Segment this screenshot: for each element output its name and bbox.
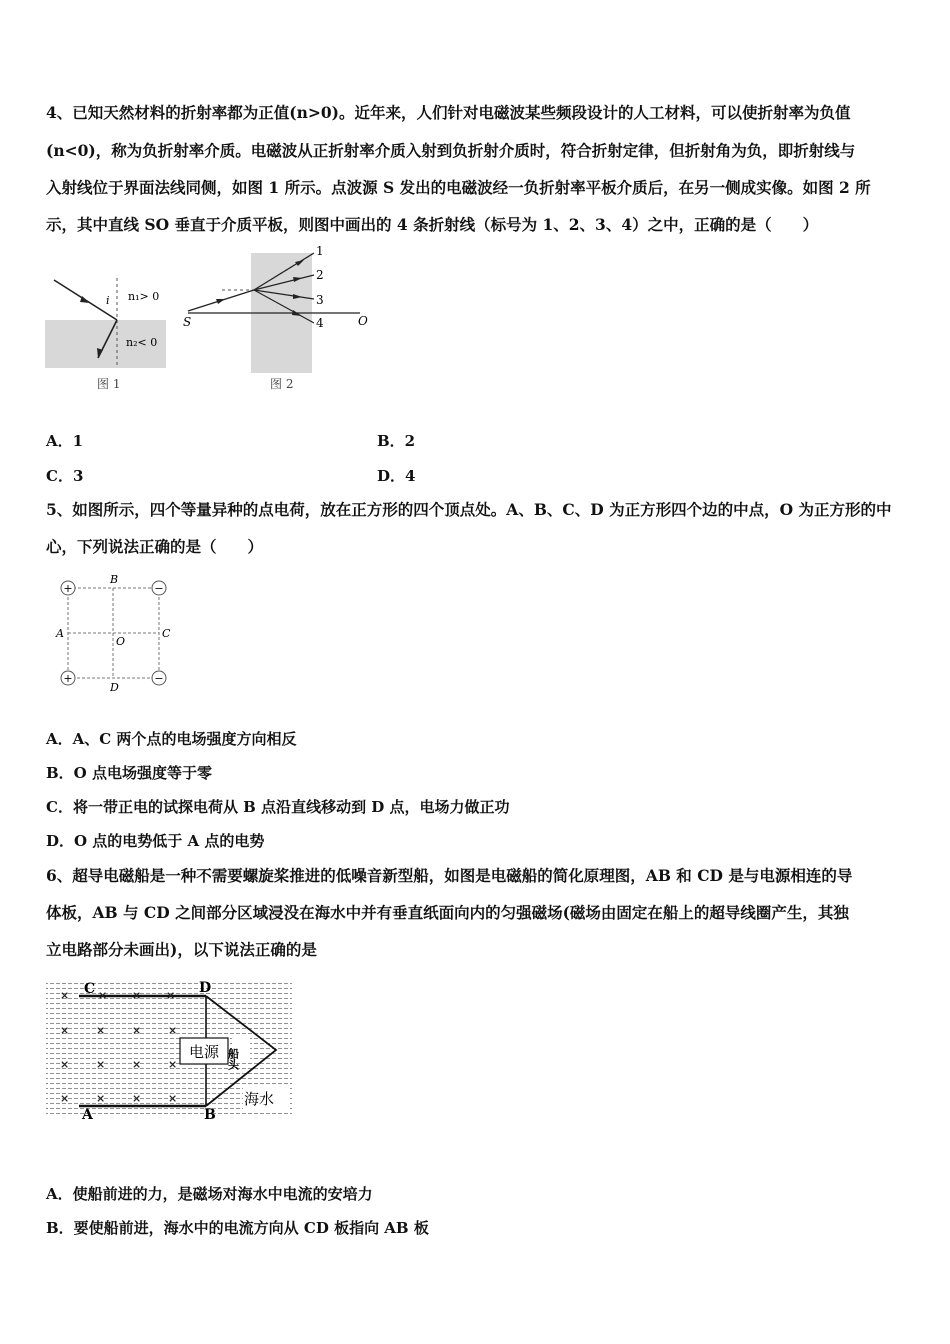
ray-label-4: 4 [316,316,324,330]
label-o: O [116,635,126,648]
field-cross: × [166,989,176,1002]
n2-label: n₂< 0 [126,336,158,349]
q4-figure-1 [40,270,180,395]
q5-option-d: D．O 点的电势低于 A 点的电势 [46,832,265,850]
field-cross: × [168,1092,178,1105]
n1-label: n₁> 0 [128,290,160,303]
label-b: B [110,573,119,586]
label-c: C [162,627,171,640]
q4-option-d: D．4 [377,467,416,485]
bow-label: 船头 [226,1048,240,1070]
field-cross: × [132,989,142,1002]
incident-arrow-2 [216,299,225,304]
label-a: A [56,627,64,640]
figure-1-caption: 图 1 [97,377,121,391]
q5-option-c: C．将一带正电的试探电荷从 B 点沿直线移动到 D 点，电场力做正功 [46,798,510,816]
q6-option-b: B．要使船前进，海水中的电流方向从 CD 板指向 AB 板 [46,1219,429,1237]
label-c: C [84,981,96,997]
label-d: D [110,681,119,694]
q6-figure [44,976,296,1122]
q5-figure [50,572,180,694]
q6-line-3: 立电路部分未画出)，以下说法正确的是 [46,940,317,959]
label-a: A [82,1107,93,1122]
q4-line-2: (n<0)，称为负折射率介质。电磁波从正折射率介质入射到负折射介质时，符合折射定律，但折射角为负，即折射线与 [46,141,856,160]
q4-option-b: B．2 [377,432,416,450]
field-cross: × [168,1058,178,1071]
ray-label-3: 3 [316,293,324,307]
field-cross: × [132,1058,142,1071]
q4-line-4: 示，其中直线 SO 垂直于介质平板，则图中画出的 4 条折射线（标号为 1、2、3、4）之中，正确的是（ ） [46,215,819,234]
field-cross: × [96,1024,106,1037]
field-cross: × [60,1092,70,1105]
q4-option-c: C．3 [46,467,84,485]
q5-option-b: B．O 点电场强度等于零 [46,764,212,782]
field-cross: × [96,1092,106,1105]
label-d: D [199,980,212,996]
field-cross: × [168,1024,178,1037]
field-cross: × [60,989,70,1002]
charge-sign-tr: − [154,582,164,595]
q4-line-3: 入射线位于界面法线同侧，如图 1 所示。点波源 S 发出的电磁波经一负折射率平板介质后，在另一侧成实像。如图 2 所 [46,178,871,197]
q6-line-1: 6、超导电磁船是一种不需要螺旋桨推进的低噪音新型船，如图是电磁船的简化原理图，AB 和 CD 是与电源相连的导 [46,866,853,885]
ray-label-2: 2 [316,268,324,282]
field-cross: × [98,989,108,1002]
q6-option-a: A．使船前进的力，是磁场对海水中电流的安培力 [46,1185,373,1203]
incident-angle-label: i [106,294,110,307]
power-source-label: 电源 [188,1043,220,1061]
field-cross: × [60,1058,70,1071]
charge-sign-tl: + [63,582,73,595]
field-cross: × [132,1092,142,1105]
charge-sign-br: − [154,672,164,685]
end-label-o: O [358,314,368,328]
q4-line-1: 4、已知天然材料的折射率都为正值(n>0)。近年来，人们针对电磁波某些频段设计的人工材料，可以使折射率为负值 [46,103,851,122]
source-label: S [183,315,192,329]
q4-figure-2 [180,243,380,395]
field-cross: × [96,1058,106,1071]
field-cross: × [132,1024,142,1037]
q6-line-2: 体板，AB 与 CD 之间部分区域浸没在海水中并有垂直纸面向内的匀强磁场(磁场由固定在船上的超导线圈产生，其独 [46,903,849,922]
q5-line-2: 心，下列说法正确的是（ ） [46,537,264,556]
field-cross: × [60,1024,70,1037]
figure-2-caption: 图 2 [270,377,294,391]
q5-option-a: A．A、C 两个点的电场强度方向相反 [46,730,297,748]
charge-sign-bl: + [63,672,73,685]
ray-label-1: 1 [316,244,324,258]
label-b: B [204,1107,216,1122]
q5-line-1: 5、如图所示，四个等量异种的点电荷，放在正方形的四个顶点处。A、B、C、D 为正方形四个边的中点，O 为正方形的中 [46,500,892,519]
sea-water-label: 海水 [244,1090,275,1108]
q4-option-a: A．1 [46,432,84,450]
